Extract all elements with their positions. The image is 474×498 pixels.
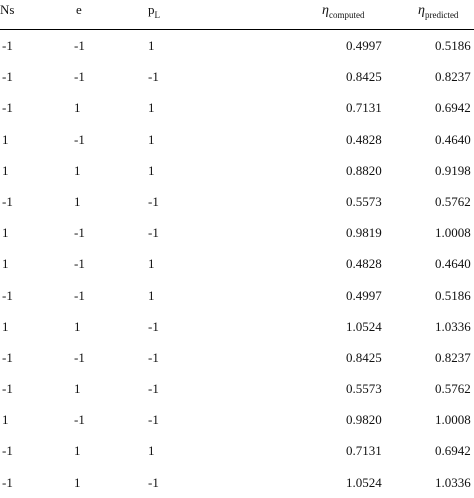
cell-eta-predicted: 0.5186 [435, 38, 471, 53]
cell-eta-predicted: 1.0336 [435, 318, 471, 334]
cell-ns: -1 [2, 38, 13, 53]
cell-eta-predicted: 0.8237 [435, 69, 471, 85]
cell-eta-computed: 0.4997 [346, 287, 382, 303]
table-row [0, 217, 474, 248]
cell-e: 1 [74, 318, 81, 334]
cell-eta-predicted: 0.5762 [435, 381, 471, 397]
table-row [0, 61, 474, 92]
header-e: e [76, 2, 82, 17]
cell-e: -1 [74, 287, 85, 303]
table-row [0, 186, 474, 217]
cell-pl: 1 [148, 100, 155, 116]
cell-eta-computed: 0.4828 [346, 256, 382, 272]
header-pl [148, 2, 160, 18]
cell-ns: 1 [2, 412, 9, 428]
cell-pl: 1 [148, 443, 155, 459]
cell-pl: 1 [148, 131, 155, 147]
cell-eta-computed: 1.0524 [346, 474, 382, 490]
cell-eta-predicted: 0.9198 [435, 162, 471, 178]
header-eta-computed-symbol: η [322, 3, 329, 18]
cell-eta-computed: 1.0524 [346, 318, 382, 334]
cell-eta-predicted: 1.0336 [435, 474, 471, 490]
cell-ns: 1 [2, 318, 9, 334]
cell-eta-computed: 0.8425 [346, 69, 382, 85]
table-row [0, 404, 474, 435]
cell-eta-predicted: 0.6942 [435, 443, 471, 459]
cell-ns: -1 [2, 349, 13, 365]
table-row [0, 155, 474, 186]
cell-e: -1 [74, 38, 85, 53]
header-pl-subscript: L [154, 10, 160, 20]
cell-ns: -1 [2, 69, 13, 85]
cell-pl: -1 [148, 225, 159, 241]
cell-ns: 1 [2, 256, 9, 272]
header-ns: Ns [0, 2, 15, 17]
table-row [0, 30, 474, 61]
cell-pl: -1 [148, 381, 159, 397]
cell-e: -1 [74, 412, 85, 428]
cell-e: -1 [74, 69, 85, 85]
cell-eta-computed: 0.5573 [346, 381, 382, 397]
table-row [0, 280, 474, 311]
cell-eta-predicted: 0.8237 [435, 349, 471, 365]
cell-eta-computed: 0.5573 [346, 193, 382, 209]
cell-ns: -1 [2, 381, 13, 397]
cell-eta-computed: 0.9819 [346, 225, 382, 241]
cell-eta-computed: 0.7131 [346, 443, 382, 459]
cell-ns: 1 [2, 225, 9, 241]
cell-e: -1 [74, 131, 85, 147]
cell-ns: -1 [2, 193, 13, 209]
table-row [0, 124, 474, 155]
cell-pl: -1 [148, 193, 159, 209]
header-eta-computed [322, 2, 364, 19]
cell-e: 1 [74, 381, 81, 397]
table-header [0, 0, 474, 30]
cell-pl: -1 [148, 474, 159, 490]
cell-eta-computed: 0.8425 [346, 349, 382, 365]
cell-pl: -1 [148, 69, 159, 85]
header-eta-predicted [418, 2, 458, 19]
cell-eta-predicted: 0.5186 [435, 287, 471, 303]
header-eta-predicted-symbol: η [418, 3, 425, 18]
cell-pl: 1 [148, 38, 155, 53]
cell-e: 1 [74, 193, 81, 209]
cell-pl: 1 [148, 287, 155, 303]
cell-eta-computed: 0.4828 [346, 131, 382, 147]
table-body [0, 30, 474, 498]
header-eta-predicted-subscript: predicted [424, 10, 459, 20]
cell-eta-predicted: 0.4640 [435, 131, 471, 147]
cell-eta-computed: 0.9820 [346, 412, 382, 428]
table-row [0, 373, 474, 404]
cell-eta-predicted: 1.0008 [435, 412, 471, 428]
header-eta-computed-subscript: computed [328, 10, 365, 20]
cell-e: -1 [74, 349, 85, 365]
table-row [0, 467, 474, 498]
cell-pl: 1 [148, 162, 155, 178]
cell-ns: -1 [2, 474, 13, 490]
cell-e: 1 [74, 443, 81, 459]
table-row [0, 342, 474, 373]
table-row [0, 248, 474, 279]
cell-e: -1 [74, 225, 85, 241]
cell-ns: -1 [2, 287, 13, 303]
cell-eta-predicted: 0.6942 [435, 100, 471, 116]
cell-ns: -1 [2, 100, 13, 116]
cell-eta-predicted: 0.5762 [435, 193, 471, 209]
cell-eta-computed: 0.7131 [346, 100, 382, 116]
header-pl-symbol: p [148, 2, 155, 17]
cell-e: 1 [74, 100, 81, 116]
cell-pl: -1 [148, 318, 159, 334]
table-row [0, 311, 474, 342]
cell-eta-predicted: 1.0008 [435, 225, 471, 241]
cell-pl: -1 [148, 412, 159, 428]
cell-e: 1 [74, 474, 81, 490]
cell-e: -1 [74, 256, 85, 272]
cell-ns: -1 [2, 443, 13, 459]
cell-pl: 1 [148, 256, 155, 272]
cell-pl: -1 [148, 349, 159, 365]
cell-ns: 1 [2, 131, 9, 147]
table-row [0, 92, 474, 123]
cell-e: 1 [74, 162, 81, 178]
cell-eta-predicted: 0.4640 [435, 256, 471, 272]
cell-ns: 1 [2, 162, 9, 178]
table-row [0, 435, 474, 466]
cell-eta-computed: 0.4997 [346, 38, 382, 53]
cell-eta-computed: 0.8820 [346, 162, 382, 178]
